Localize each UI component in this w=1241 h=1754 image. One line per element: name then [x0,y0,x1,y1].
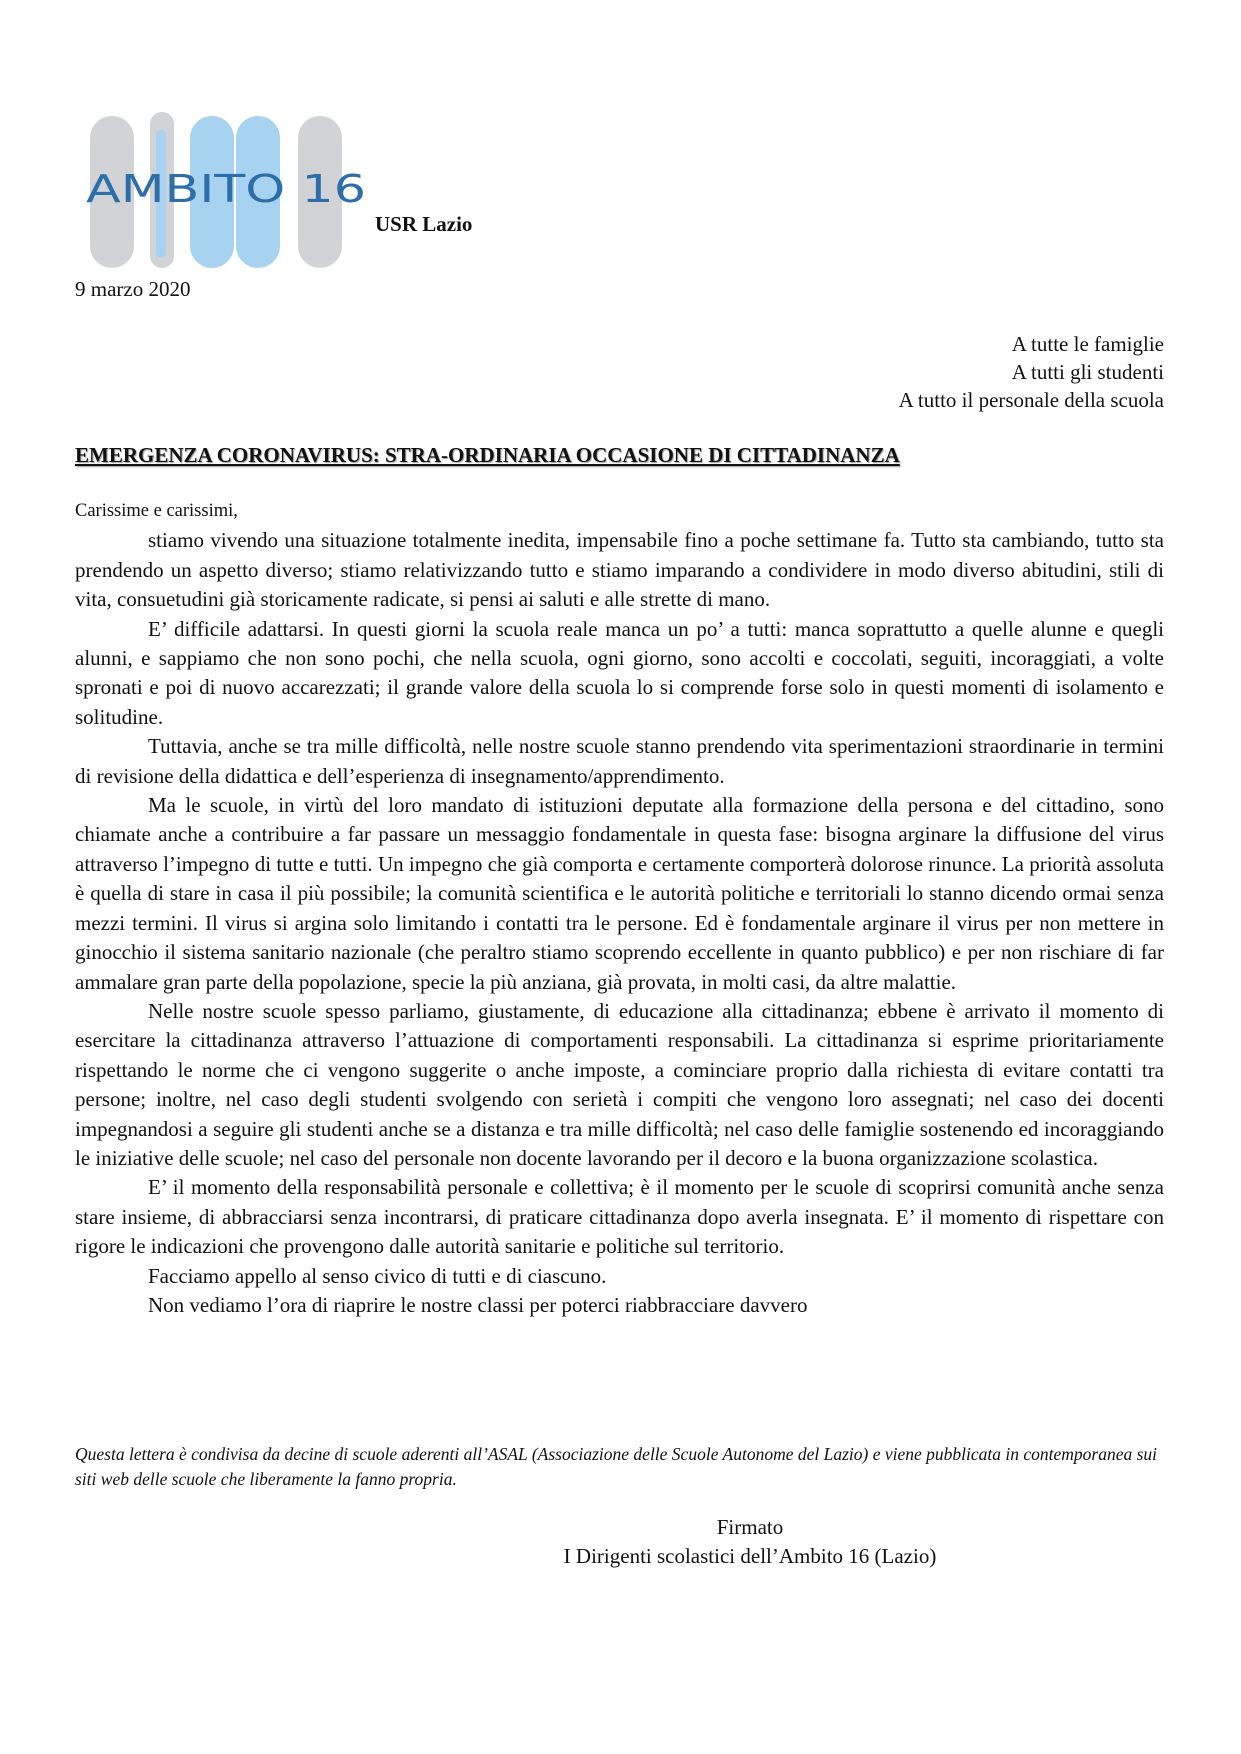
letter-date: 9 marzo 2020 [75,277,191,301]
logo-text: AMBITO 16 [86,167,366,211]
paragraph: stiamo vivendo una situazione totalmente inedita, impensabile fino a poche settimane fa. Tutto sta cambiando, tutto sta prendendo un aspetto diverso; stiamo relativizzando tutto e stiamo imparando a condividere in modo diverso abitudini, stili di vita, consuetudini già storicamente radicate, si pensi ai saluti e alle strette di mano. [75,528,1164,612]
salutation: Carissime e carissimi, [75,501,238,521]
paragraph: Nelle nostre scuole spesso parliamo, giustamente, di educazione alla cittadinanza; ebbene è arrivato il momento di esercitare la cittadinanza attraverso l’attuazione di comportamenti responsabili. La cittadinanza si esprime prioritariamente rispettando le norme che ci vengono suggerite o anche imposte, a cominciare proprio dalla richiesta di evitare contatti tra persone; inoltre, nel caso degli studenti svolgendo con serietà i compiti che vengono loro assegnati; nel caso dei docenti impegnandosi a seguire gli studenti anche se a distanza e tra mille difficoltà; nel caso delle famiglie sostenendo ed incoraggiando le iniziative delle scuole; nel caso del personale non docente lavorando per il decoro e la buona organizzazione scolastica. [75,998,1164,1170]
recipient-line: A tutto il personale della scuola [898,388,1164,412]
paragraph: Non vediamo l’ora di riaprire le nostre classi per poterci riabbracciare davvero [148,1292,808,1317]
letter-title: EMERGENZA CORONAVIRUS: STRA-ORDINARIA OCCASIONE DI CITTADINANZA [75,443,900,467]
paragraph: E’ difficile adattarsi. In questi giorni la scuola reale manca un po’ a tutti: manca soprattutto a quelle alunne e quegli alunni, e sappiamo che non sono pochi, che nella scuola, ogni giorno, sono accolti e coccolati, seguiti, incoraggiati, a volte spronati e poi di nuovo accarezzati; il grande valore della scuola lo si comprende forse solo in questi momenti di isolamento e solitudine. [75,616,1164,729]
signature-block [470,1513,1030,1571]
footnote: Questa lettera è condivisa da decine di scuole aderenti all’ASAL (Associazione delle Scuole Autonome del Lazio) e viene pubblicata in contemporanea sui siti web delle scuole che liberamente la fanno propria. [75,1444,1158,1489]
paragraph: Ma le scuole, in virtù del loro mandato di istituzioni deputate alla formazione della persona e del cittadino, sono chiamate anche a contribuire a far passare un messaggio fondamentale in questa fase: bisogna arginare la diffusione del virus attraverso l’impegno di tutte e tutti. Un impegno che già comporta e certamente comporterà dolorose rinunce. La priorità assoluta è quella di stare in casa il più possibile; la comunità scientifica e le autorità politiche e territoriali lo stanno dicendo ormai senza mezzi termini. Il virus si argina solo limitando i contatti tra le persone. Ed è fondamentale arginare il virus per non mettere in ginocchio il sistema sanitario nazionale (che peraltro stiamo scoprendo eccellente in quanto pubblico) e per non rischiare di far ammalare gran parte della popolazione, specie la più anziana, già provata, in molti casi, da altre malattie. [75,793,1164,994]
letter-body [75,497,1164,1320]
recipient-line: A tutti gli studenti [1011,360,1164,384]
paragraph: Facciamo appello al senso civico di tutti e di ciascuno. [148,1263,607,1288]
paragraph: E’ il momento della responsabilità personale e collettiva; è il momento per le scuole di scoprirsi comunità anche senza stare insieme, di abbracciarsi senza incontrarsi, di praticare cittadinanza dopo averla insegnata. E’ il momento di rispettare con rigore le indicazioni che provengono dalle autorità sanitarie e politiche sul territorio. [75,1175,1164,1259]
recipient-line: A tutte le famiglie [1011,332,1164,356]
signatories: I Dirigenti scolastici dell’Ambito 16 (Lazio) [563,1544,937,1568]
organization-name: USR Lazio [375,212,473,236]
recipients-block [899,330,1164,414]
signature-label: Firmato [716,1515,784,1539]
ambito16-logo [86,112,376,272]
paragraph: Tuttavia, anche se tra mille difficoltà, nelle nostre scuole stanno prendendo vita sperimentazioni straordinarie in termini di revisione della didattica e dell’esperienza di insegnamento/apprendimento. [75,734,1164,788]
